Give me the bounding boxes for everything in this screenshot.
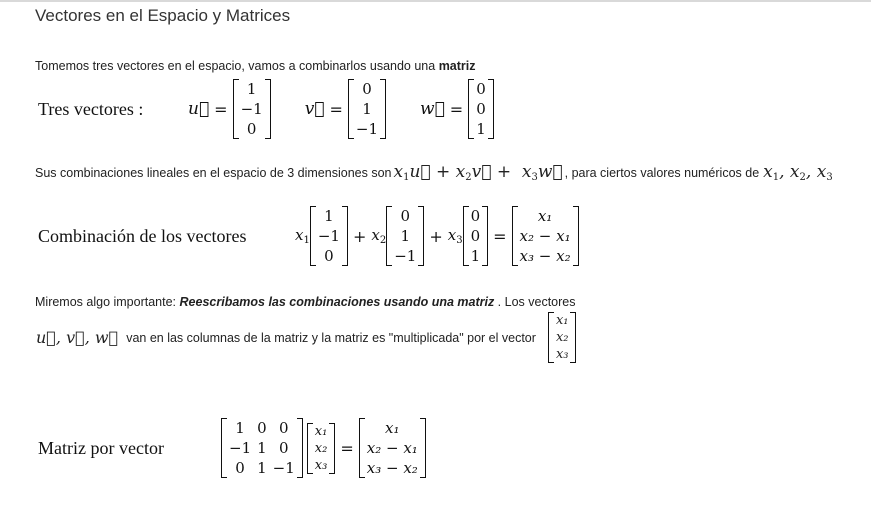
combo-vector-u: 1 −1 0 xyxy=(310,206,348,266)
intro-text xyxy=(35,59,476,73)
scalar-variables: $x_1$, $x_2$, $x_3$ xyxy=(763,162,833,183)
matriz-vector-label: Matriz por vector xyxy=(38,437,164,458)
matrix-A: 1 0 0 −1 1 0 0 1 −1 xyxy=(221,418,303,478)
combo-result-vector: x₁ x₂ − x₁ x₃ − x₂ xyxy=(512,206,579,266)
top-divider xyxy=(0,0,871,2)
vector-x: x₁ x₂ x₃ xyxy=(307,423,336,474)
tres-vectores-label: Tres vectores : xyxy=(38,98,144,119)
vector-u-symbol: u⃗ xyxy=(188,99,210,119)
miremos-line2 xyxy=(36,312,576,363)
combo-vector-w: 0 0 1 xyxy=(463,206,489,266)
vector-w-symbol: w⃗ xyxy=(420,99,445,119)
vector-w: 0 0 1 xyxy=(468,79,494,139)
matriz-vector-row: Matriz por vector 1 0 0 −1 1 0 0 1 −1 x₁ x₂ x₃ = x₁ x₂ − x₁ x₃ − x₂ xyxy=(38,418,426,478)
combinacion-label: Combinación de los vectores xyxy=(38,225,247,246)
miremos-pre: Miremos algo importante: xyxy=(35,295,180,309)
combinacion-row: Combinación de los vectores $x_1$ 1 −1 0 + $x_2$ 0 1 −1 + $x_3$ 0 0 1 = x₁ x₂ − x₁ x₃ − x₂ xyxy=(38,206,579,266)
tres-vectores-row: Tres vectores : u⃗ = 1 −1 0 v⃗ = 0 1 −1 w⃗ = 0 0 1 xyxy=(38,79,494,139)
combinaciones-mid: , para ciertos valores numéricos de xyxy=(564,165,760,180)
vectors-uvw: u⃗, v⃗, w⃗ xyxy=(36,328,119,347)
page-title: Vectores en el Espacio y Matrices xyxy=(35,6,291,25)
miremos-text xyxy=(35,295,576,309)
product-result-vector: x₁ x₂ − x₁ x₃ − x₂ xyxy=(359,418,426,478)
combo-vector-v: 0 1 −1 xyxy=(386,206,424,266)
miremos-bold-italic: Reescribamos las combinaciones usando una matriz xyxy=(179,295,495,309)
miremos-post: . Los vectores xyxy=(494,295,576,309)
vector-v: 0 1 −1 xyxy=(348,79,386,139)
intro-pre: Tomemos tres vectores en el espacio, vamos a combinarlos usando una xyxy=(35,59,439,73)
combinaciones-text xyxy=(35,162,833,183)
combinaciones-pre: Sus combinaciones lineales en el espacio de 3 dimensiones son xyxy=(35,165,392,180)
miremos-line2-text: van en las columnas de la matriz y la matriz es "multiplicada" por el vector xyxy=(126,330,536,345)
vector-u: 1 −1 0 xyxy=(233,79,271,139)
intro-bold: matriz xyxy=(438,59,476,73)
x-vector-inline: x₁ x₂ x₃ xyxy=(548,312,577,363)
vector-v-symbol: v⃗ xyxy=(304,99,325,119)
linear-combination-expression: $x_1u⃗$ + $x_2v⃗$ + $x_3w⃗$ xyxy=(393,162,563,183)
